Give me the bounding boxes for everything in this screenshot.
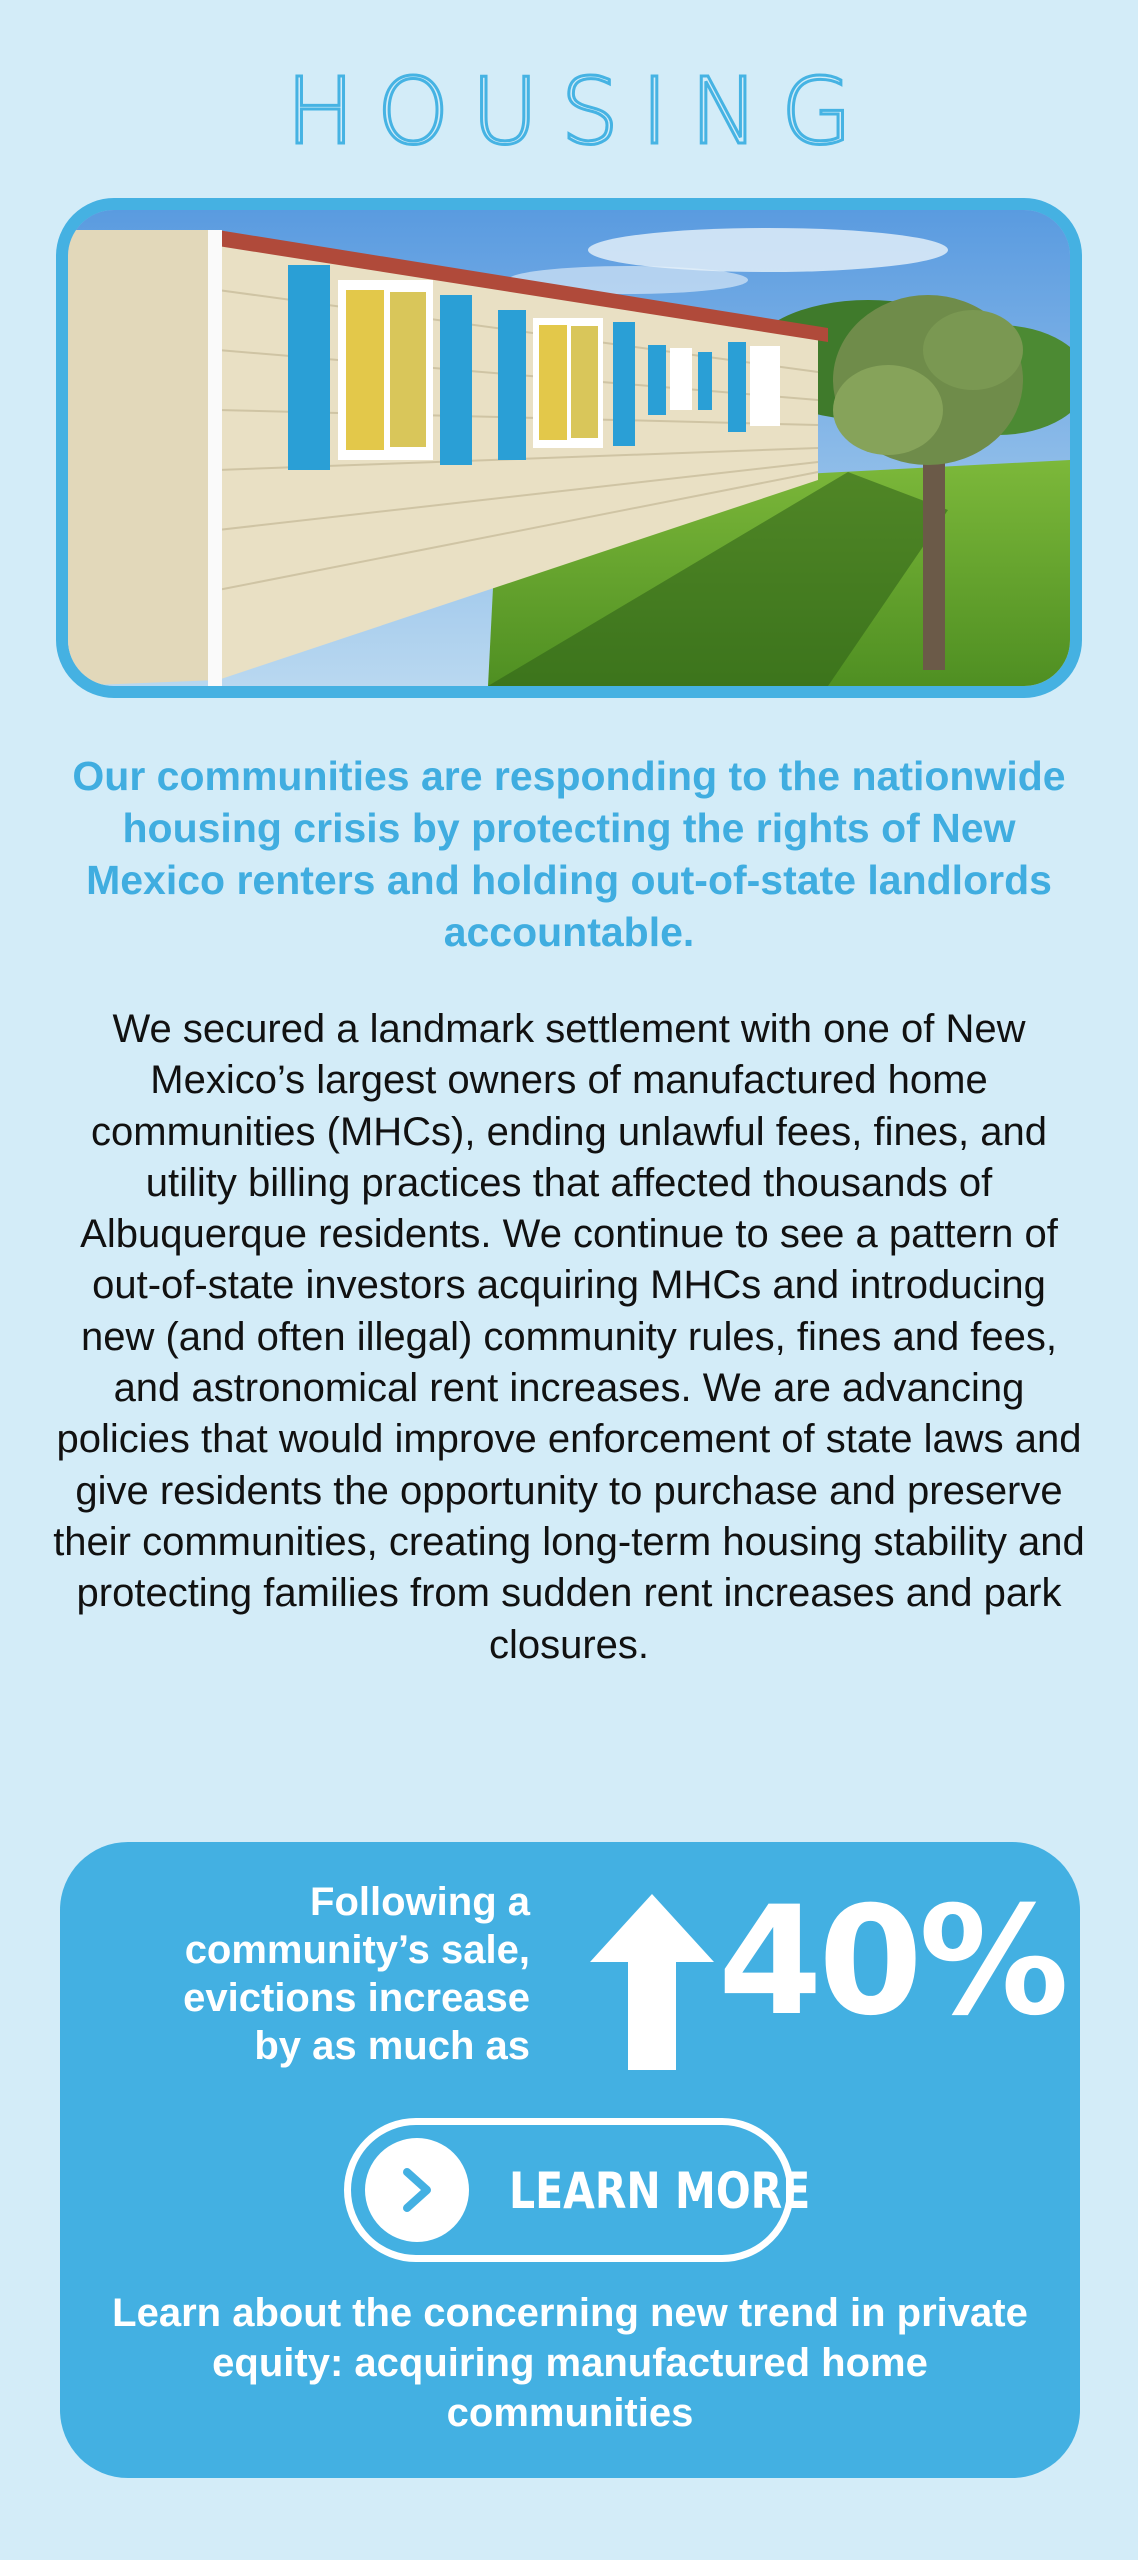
button-circle	[365, 2138, 469, 2242]
chevron-right-icon	[395, 2166, 439, 2214]
body-paragraph: We secured a landmark settlement with one of New Mexico’s largest owners of manufactured home communities (MHCs), ending unlawful fees, fines, and utility billing practices that affected thousands of Albuquerque residents. We continue to see a pattern of out-of-state investors acquiring MHCs and introducing new (and often illegal) community rules, fines and fees, and astronomical rent increases. We are advancing policies that would improve enforcement of state laws and give residents the opportunity to purchase and preserve their communities, creating long-term housing stability and protecting families from sudden rent increases and park closures.	[53, 1007, 1085, 1667]
stat-panel	[60, 1842, 1080, 2478]
manufactured-home-photo	[56, 198, 1082, 698]
stat-figure: 40%	[718, 1875, 1066, 2049]
lead-paragraph: Our communities are responding to the nationwide housing crisis by protecting the rights of New Mexico renters and holding out-of-state landlords accountable.	[72, 753, 1066, 955]
page-title: HOUSING	[285, 58, 875, 165]
learn-more-label: LEARN MORE	[509, 2162, 811, 2220]
cta-caption: Learn about the concerning new trend in private equity: acquiring manufactured home communities	[112, 2291, 1028, 2435]
learn-more-button[interactable]	[344, 2118, 811, 2262]
stat-description: Following a community’s sale, evictions increase by as much as	[183, 1880, 530, 2068]
up-arrow-icon	[590, 1894, 714, 2070]
